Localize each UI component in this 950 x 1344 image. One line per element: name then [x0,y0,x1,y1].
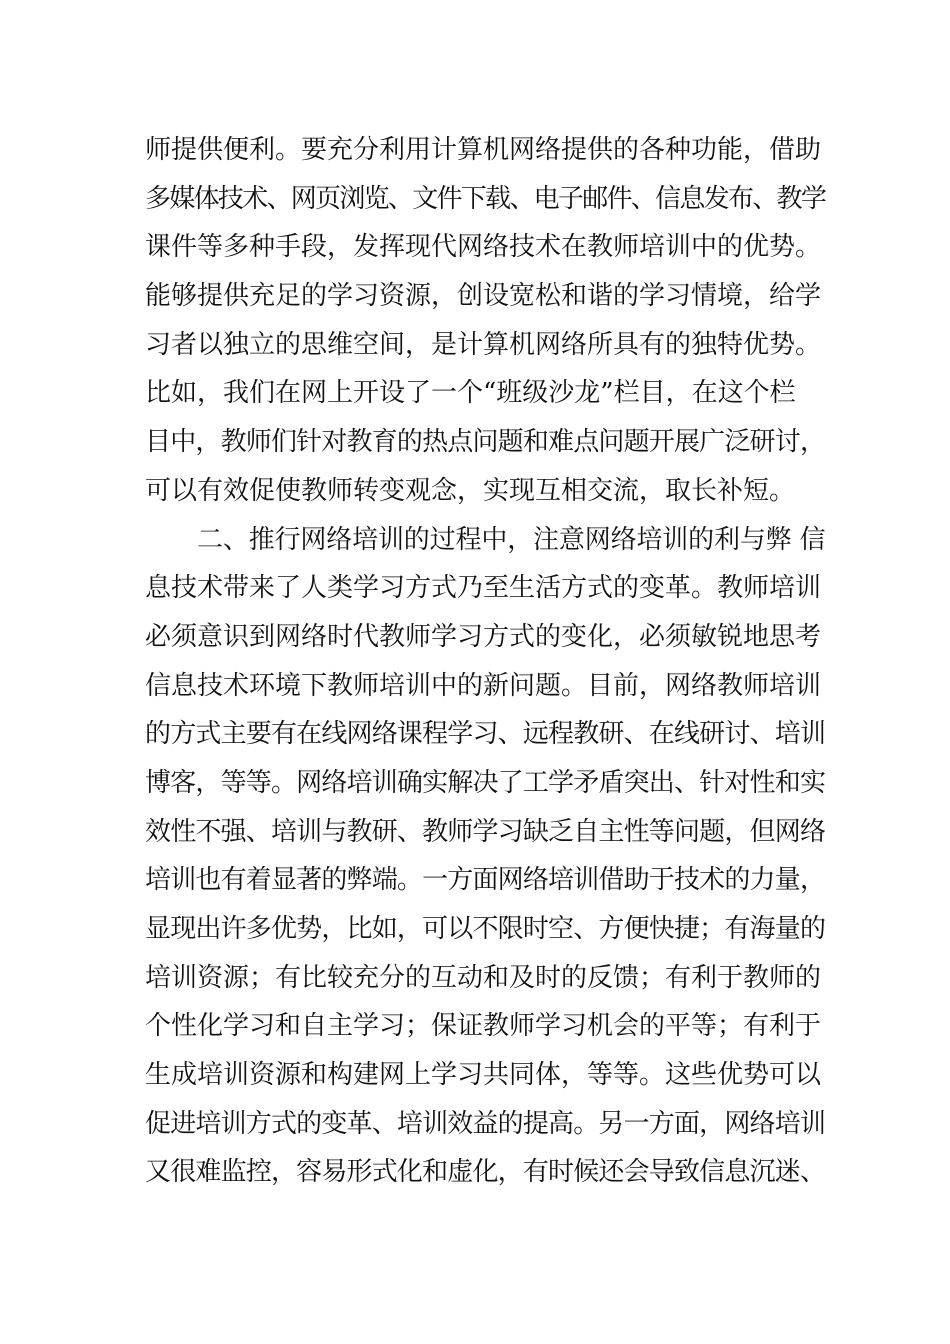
text-line: 培训资源；有比较充分的互动和及时的反馈；有利于教师的 [145,962,822,993]
text-line: 息技术带来了人类学习方式乃至生活方式的变革。教师培训 [145,573,822,604]
text-line: 多媒体技术、网页浏览、文件下载、电子邮件、信息发布、教学 [145,183,826,214]
text-line: 又很难监控，容易形式化和虚化，有时候还会导致信息沉迷、 [145,1157,826,1188]
text-line: 促进培训方式的变革、培训效益的提高。另一方面，网络培训 [145,1108,826,1139]
text-line: 信息技术环境下教师培训中的新问题。目前，网络教师培训 [145,670,822,701]
text-line: 的方式主要有在线网络课程学习、远程教研、在线研讨、培训 [145,719,826,750]
text-line: 比如，我们在网上开设了一个“班级沙龙”栏目，在这个栏 [145,378,796,409]
text-line: 生成培训资源和构建网上学习共同体，等等。这些优势可以 [145,1060,822,1091]
text-line: 显现出许多优势，比如，可以不限时空、方便快捷；有海量的 [145,914,826,944]
text-line: 能够提供充足的学习资源，创设宽松和谐的学习情境，给学 [145,281,822,312]
text-line: 可以有效促使教师转变观念，实现互相交流，取长补短。 [145,475,796,506]
text-line: 目中，教师们针对教育的热点问题和难点问题开展广泛研讨， [145,427,826,458]
text-line: 必须意识到网络时代教师学习方式的变化，必须敏锐地思考 [145,621,822,652]
text-line: 个性化学习和自主学习；保证教师学习机会的平等；有利于 [145,1011,822,1042]
body-text [145,126,825,1197]
text-line: 课件等多种手段，发挥现代网络技术在教师培训中的优势。 [145,232,822,263]
text-line: 效性不强、培训与教研、教师学习缺乏自主性等问题，但网络 [145,816,826,847]
text-line: 博客，等等。网络培训确实解决了工学矛盾突出、针对性和实 [145,767,826,798]
text-line: 师提供便利。要充分利用计算机网络提供的各种功能，借助 [145,135,822,165]
text-line: 培训也有着显著的弊端。一方面网络培训借助于技术的力量， [145,865,826,896]
text-line: 习者以独立的思维空间，是计算机网络所具有的独特优势。 [145,329,822,360]
section-heading-line: 二、推行网络培训的过程中，注意网络培训的利与弊 信 [197,524,826,555]
